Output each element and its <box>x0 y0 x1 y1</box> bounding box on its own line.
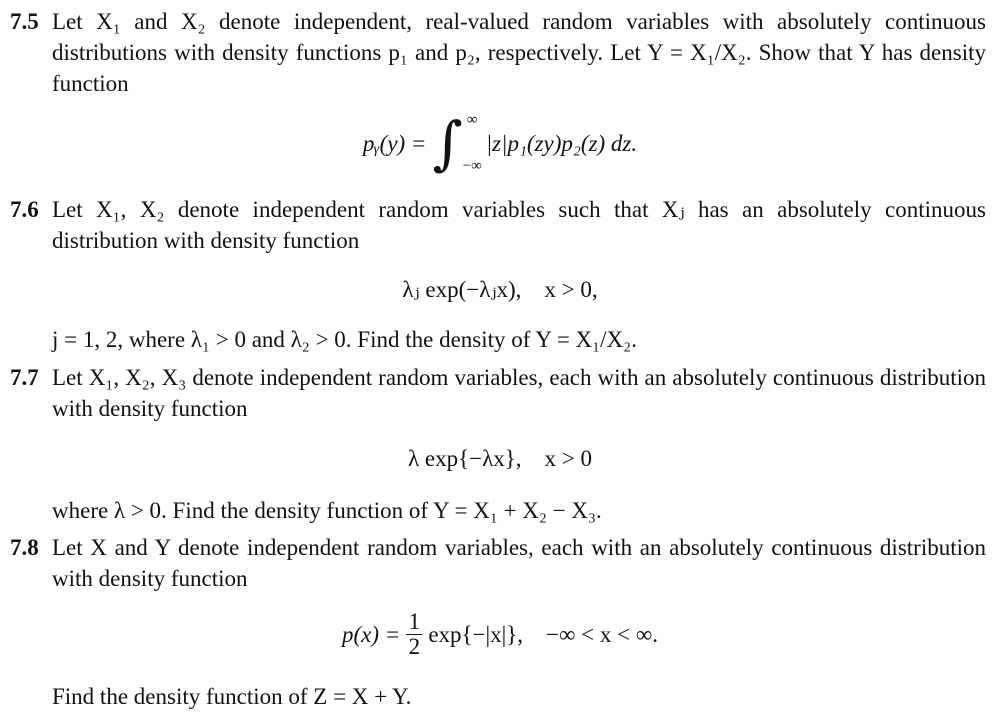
problem-statement: Let X₁ and X₂ denote independent, real-valued random variables with absolutely continuous distributions with density functions p₁ and p₂, respectively. Let Y = X₁/X₂. Show that Y has density function <box>52 9 986 96</box>
problem-7-8-continuation: Find the density function of Z = X + Y. <box>52 684 412 709</box>
problem-7-7 <box>10 362 986 424</box>
problem-number: 7.7 <box>10 365 39 390</box>
integral <box>432 109 482 177</box>
problem-text <box>52 6 986 99</box>
equation-7-6 <box>0 274 1000 305</box>
problem-number: 7.6 <box>10 197 39 222</box>
fraction <box>406 610 422 659</box>
integral-limits <box>463 112 482 174</box>
integral-upper-limit: ∞ <box>466 112 478 128</box>
problem-text <box>52 362 986 424</box>
equation-body <box>342 610 658 659</box>
problem-7-8 <box>10 532 986 594</box>
equation-body <box>362 109 638 177</box>
problem-statement: Let X and Y denote independent random variables, each with an absolutely continuous distribution with density function <box>52 535 986 591</box>
integral-lower-limit: −∞ <box>462 158 482 174</box>
problem-number: 7.5 <box>10 9 39 34</box>
problem-statement: Let X₁, X₂ denote independent random variables such that Xⱼ has an absolutely continuous distribution with density function <box>52 197 986 253</box>
equation-lhs: p(x) = <box>342 622 401 647</box>
integral-sign: ∫ <box>432 109 463 177</box>
equation-body: λⱼ exp(−λⱼx), x > 0, <box>402 277 598 302</box>
problem-text <box>52 532 986 594</box>
fraction-numerator: 1 <box>408 609 421 634</box>
equation-lhs: pᵧ(y) = <box>362 130 427 156</box>
equation-body: λ exp{−λx}, x > 0 <box>407 446 593 471</box>
problem-number: 7.8 <box>10 535 39 560</box>
problem-7-7-continuation: where λ > 0. Find the density function of Y = X₁ + X₂ − X₃. <box>52 498 602 523</box>
problem-7-6-continuation: j = 1, 2, where λ₁ > 0 and λ₂ > 0. Find the density of Y = X₁/X₂. <box>52 327 637 352</box>
equation-7-7 <box>0 443 1000 474</box>
equation-7-5 <box>0 109 1000 177</box>
fraction-denominator: 2 <box>408 634 421 659</box>
equation-integrand: |z|p₁(zy)p₂(z) dz. <box>485 130 638 156</box>
equation-7-8 <box>0 610 1000 659</box>
problem-statement: Let X₁, X₂, X₃ denote independent random variables, each with an absolutely continuous distribution with density function <box>52 365 986 421</box>
problem-text <box>52 194 986 256</box>
equation-rhs: exp{−|x|}, −∞ < x < ∞. <box>428 622 658 647</box>
problem-7-6 <box>10 194 986 256</box>
problem-7-5 <box>10 6 986 99</box>
